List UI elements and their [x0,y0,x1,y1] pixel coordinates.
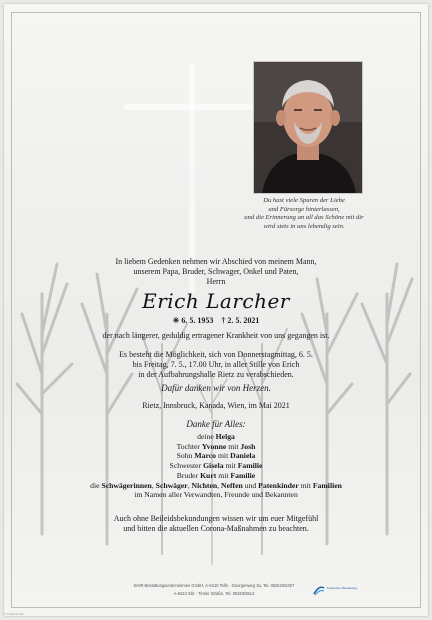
closing-note: Auch ohne Beileidsbekundungen wissen wir um euer Mitgefühl und bitten die aktuellen Corona-Maßnahmen zu beachten. [113,514,319,533]
family-line: deine Helga [197,432,235,441]
family-line: die Schwägerinnen, Schwäger, Nichten, Neffen und Patenkinder mit Familien [90,480,342,490]
family-line: Sohn Marco mit Daniela [176,451,256,461]
death-date: † 2. 5. 2021 [221,316,260,325]
funeral-home-footer: KIHR Bestattungsunternehmen GmbH, A-6410 Telfs · Georgenweg 3a, Tel. 05262/62407 A-6424 Silz · Tiroler Straße, Tel. 05263/6514 [133,583,295,596]
copyright-note: © KIHR GmbH [4,612,24,616]
intro-text: In liebem Gedenken nehmen wir Abschied von meinem Mann, unserem Papa, Bruder, Schwager, Onkel und Paten, Herrn [115,257,317,286]
family-line: im Namen aller Verwandten, Freunde und Bekannten [134,490,298,500]
farewell-info: Es besteht die Möglichkeit, sich von Donnerstagmittag, 6. 5. bis Freitag, 7. 5., 17.00 Uhr, in aller Stille von Erich in der Aufbahrungshalle Rietz zu verabschieden. [119,350,313,379]
portrait-photo [253,61,363,194]
parte-card [4,4,428,616]
death-text: der nach längerer, geduldig ertragener Krankheit von uns gegangen ist. [102,331,330,340]
birth-date: ✳ 6. 5. 1953 [172,316,214,325]
family-list [28,432,404,500]
family-line: Tochter Yvonne mit Josh [176,441,256,451]
kuratorium-logo: Kuratorium Bestattung [312,582,358,598]
places-date: Rietz, Innsbruck, Kanada, Wien, im Mai 2021 [142,401,290,410]
logo-mark-icon [312,583,326,597]
family-line: Schwester Gisela mit Familie [169,461,263,471]
deceased-name: Erich Larcher [142,289,290,313]
family-line: Bruder Kurt mit Familie [176,470,256,480]
life-dates [28,316,404,326]
thanks-heart: Dafür danken wir von Herzen. [161,383,271,393]
thanks-all: Danke für Alles: [186,419,246,429]
memorial-quote: Du hast viele Spuren der Liebe und Fürsorge hinterlassen, und die Erinnerung an all das Schöne mit dir wird stets in uns lebendig sein. [244,197,364,230]
